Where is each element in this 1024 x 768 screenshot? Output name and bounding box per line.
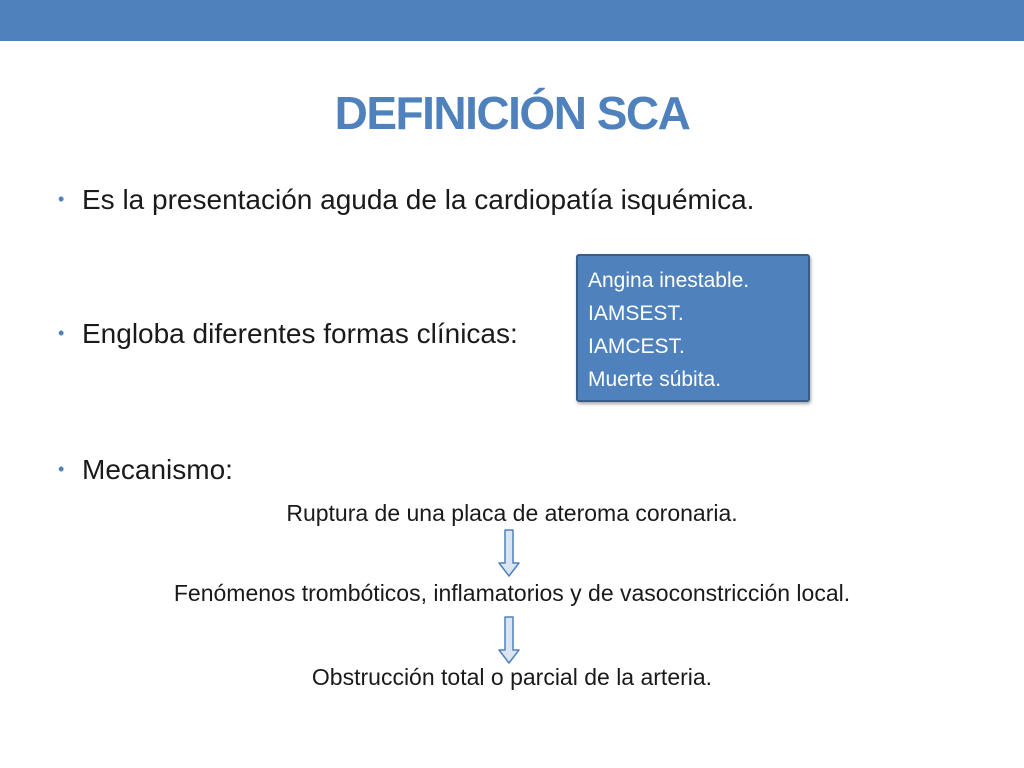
bullet-dot-icon: •	[58, 323, 65, 343]
clinical-form-item: IAMCEST.	[588, 335, 685, 358]
bullet-mechanism	[58, 454, 233, 486]
top-accent-bar	[0, 0, 1024, 41]
bullet-clinical-forms-text: Engloba diferentes formas clínicas:	[82, 318, 518, 349]
clinical-form-item: Angina inestable.	[588, 269, 750, 292]
down-arrow-icon	[498, 529, 520, 577]
bullet-clinical-forms	[58, 318, 518, 350]
bullet-mechanism-text: Mecanismo:	[82, 454, 233, 485]
slide-title: DEFINICIÓN SCA	[334, 87, 690, 139]
mechanism-step-3: Obstrucción total o parcial de la arteria.	[311, 664, 713, 690]
down-arrow-icon	[498, 616, 520, 664]
clinical-form-item: Muerte súbita.	[588, 368, 722, 391]
bullet-dot-icon: •	[58, 459, 65, 479]
bullet-dot-icon: •	[58, 189, 65, 209]
mechanism-step-2: Fenómenos trombóticos, inflamatorios y de vasoconstricción local.	[173, 580, 851, 606]
mechanism-step-1: Ruptura de una placa de ateroma coronaria.	[286, 500, 738, 526]
clinical-form-item: IAMSEST.	[588, 302, 684, 325]
clinical-forms-box	[576, 254, 810, 402]
bullet-definition	[58, 184, 754, 216]
bullet-definition-text: Es la presentación aguda de la cardiopatía isquémica.	[82, 184, 755, 215]
